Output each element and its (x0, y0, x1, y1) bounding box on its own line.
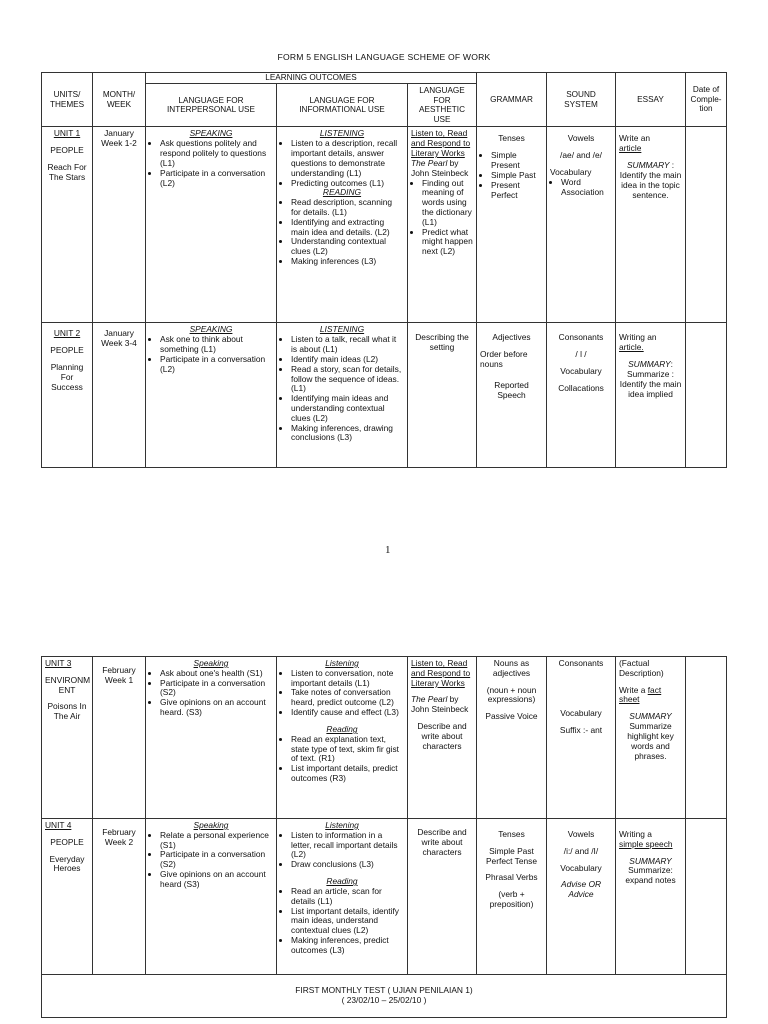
date-cell (686, 657, 727, 819)
interpersonal-cell (146, 323, 277, 468)
table-row (42, 323, 727, 468)
unit-id: UNIT 1 (53, 128, 81, 139)
aesthetic-cell: Describe and write about characters (408, 819, 477, 975)
month-cell: February Week 1 (93, 657, 146, 819)
grammar-cell (477, 127, 547, 323)
list-item: • Making inferences, predict outcomes (L3) (291, 936, 404, 956)
list-item: • Participate in a conversation (L2) (160, 355, 273, 375)
list-item: • Participate in a conversation (S2) (160, 679, 273, 699)
summary-suffix: : (669, 160, 675, 171)
table-row (42, 819, 727, 975)
list-item: • Making inferences (L3) (291, 257, 404, 267)
unit-topic: Everyday Heroes (49, 853, 85, 874)
list-item: • Word Association (561, 178, 612, 198)
grammar-line: (noun + noun expressions) (486, 684, 537, 705)
listening-heading: LISTENING (319, 324, 365, 335)
grammar-title: Adjectives (492, 332, 531, 343)
essay-link: fact sheet (619, 684, 662, 705)
list-item: • Participate in a conversation (S2) (160, 850, 273, 870)
summary-text: Summarize : Identify the main idea implied (619, 368, 682, 399)
reading-heading: READING (322, 187, 362, 198)
aesthetic-cell: Describing the setting (408, 323, 477, 468)
list-item: • Ask about one's health (S1) (160, 669, 273, 679)
essay-prefix: Write an (619, 133, 651, 144)
header-units: UNITS/ THEMES (42, 73, 93, 127)
grammar-line: Phrasal Verbs (485, 872, 538, 883)
reading-heading: Reading (326, 876, 358, 887)
list-item: • Simple Present (491, 151, 543, 171)
list-item: • Simple Past (491, 171, 543, 181)
list-item: • Read an explanation text, state type of text, skim fir gist of text. (R1) (291, 735, 404, 764)
sound-cell (547, 657, 616, 819)
grammar-line: Reported Speech (494, 379, 529, 400)
essay-prefix: Write a (619, 684, 646, 695)
vocabulary-label: Vocabulary (560, 862, 602, 873)
list-item: • Finding out meaning of words using the dictionary (L1) (422, 179, 473, 228)
aesthetic-cell (408, 127, 477, 323)
book-title: The Pearl (411, 157, 448, 168)
list-item: • Read an article, scan for details (L1) (291, 887, 404, 907)
book-title: The Pearl (411, 694, 448, 705)
vocabulary-label: Vocabulary (560, 366, 602, 377)
aesthetic-cell (408, 657, 477, 819)
scheme-table-page-2 (41, 656, 727, 1018)
grammar-title: Tenses (498, 133, 525, 144)
date-cell (686, 819, 727, 975)
header-learning-outcomes: LEARNING OUTCOMES (146, 73, 477, 84)
informational-cell (277, 127, 408, 323)
sound-title: Consonants (558, 332, 604, 343)
list-item: • Draw conclusions (L3) (291, 860, 404, 870)
header-sound: SOUND SYSTEM (547, 73, 616, 127)
essay-link: article (619, 143, 642, 154)
sound-title: Consonants (558, 658, 604, 668)
list-item: • Read description, scanning for details. (L1) (291, 198, 404, 218)
list-item: • Identify main ideas (L2) (291, 355, 404, 365)
list-item: • Understanding contextual clues (L2) (291, 237, 404, 257)
unit-topic: Reach For The Stars (47, 162, 87, 182)
table-row (42, 657, 727, 819)
list-item: • Identifying and extracting main idea and details. (L2) (291, 218, 404, 238)
list-item: • Participate in a conversation (L2) (160, 169, 273, 189)
list-item: • Listen to information in a letter, recall important details (L2) (291, 831, 404, 860)
speaking-heading: SPEAKING (189, 128, 233, 139)
list-item: • Listen to conversation, note important details (L1) (291, 669, 404, 689)
sound-line: /i:/ and /I/ (563, 845, 599, 856)
essay-prefix: Writing an (619, 332, 657, 343)
date-cell (686, 323, 727, 468)
unit-topic: Poisons In The Air (47, 701, 87, 722)
unit-topic: Planning For Success (50, 362, 84, 392)
essay-link: article. (619, 342, 644, 353)
list-item: • Predict what might happen next (L2) (422, 228, 473, 257)
list-item: • Listen to a talk, recall what it is about (L1) (291, 335, 404, 355)
header-month: MONTH/ WEEK (93, 73, 146, 127)
header-date: Date of Comple-tion (686, 73, 727, 127)
aesthetic-text: Describe and write about characters (417, 721, 467, 751)
book-author: by John Steinbeck (411, 157, 469, 178)
sound-title: Vowels (567, 133, 595, 144)
list-item: • List important details, predict outcomes (R3) (291, 764, 404, 784)
informational-cell (277, 657, 408, 819)
vocabulary-label: Vocabulary (550, 167, 592, 178)
list-item: • Ask one to think about something (L1) (160, 335, 273, 355)
summary-label: SUMMARY (629, 855, 672, 866)
unit-cell (42, 323, 93, 468)
sound-line: Advise OR Advice (560, 879, 602, 900)
list-item: • Predicting outcomes (L1) (291, 179, 404, 189)
grammar-cell (477, 819, 547, 975)
grammar-line: Simple Past Perfect Tense (485, 845, 538, 866)
listening-heading: LISTENING (319, 128, 365, 139)
date-cell (686, 127, 727, 323)
list-item: • Give opinions on an account heard (S3) (160, 870, 273, 890)
summary-text: Summarize highlight key words and phrases. (627, 721, 674, 761)
summary-text: Identify the main idea in the topic sentence. (619, 169, 682, 200)
list-item: • Give opinions on an account heard. (S3) (160, 698, 273, 718)
essay-line: (Factual Description) (619, 658, 664, 678)
unit-cell (42, 127, 93, 323)
sound-cell (547, 323, 616, 468)
sound-line: / l / (575, 349, 587, 360)
list-item: • List important details, identify main ideas, understand contextual clues (L2) (291, 907, 404, 936)
listening-heading: Listening (325, 820, 359, 830)
grammar-line: (verb + preposition) (489, 889, 534, 910)
grammar-title: Nouns as adjectives (492, 658, 531, 678)
book-author: by John Steinbeck (411, 694, 469, 715)
list-item: • Relate a personal experience (S1) (160, 831, 273, 851)
month-cell: February Week 2 (93, 819, 146, 975)
unit-theme: ENVIRONM ENT (45, 674, 91, 695)
header-grammar: GRAMMAR (477, 73, 547, 127)
essay-cell (616, 323, 686, 468)
sound-line: Suffix :- ant (559, 724, 603, 735)
test-title: FIRST MONTHLY TEST ( UJIAN PENILAIAN 1) (295, 985, 473, 996)
list-item: • Identifying main ideas and understanding contextual clues (L2) (291, 394, 404, 423)
unit-cell (42, 657, 93, 819)
essay-cell (616, 127, 686, 323)
literary-works-link: Listen to, Read and Respond to Literary Works (411, 128, 471, 159)
essay-cell (616, 657, 686, 819)
speaking-heading: SPEAKING (189, 324, 233, 335)
essay-cell (616, 819, 686, 975)
informational-cell (277, 819, 408, 975)
grammar-cell (477, 657, 547, 819)
sound-title: Vowels (567, 829, 595, 839)
header-aesthetic: LANGUAGE FOR AESTHETIC USE (408, 84, 477, 127)
list-item: • Ask questions politely and respond politely to questions (L1) (160, 139, 273, 168)
unit-theme: PEOPLE (50, 836, 84, 847)
scheme-table-page-1 (41, 72, 727, 468)
speaking-heading: Speaking (193, 820, 229, 830)
summary-text: Summarize: expand notes (625, 865, 676, 886)
unit-id: UNIT 2 (53, 328, 81, 339)
grammar-line: Order before nouns (480, 349, 528, 370)
header-interpersonal: LANGUAGE FOR INTERPERSONAL USE (146, 84, 277, 127)
unit-cell (42, 819, 93, 975)
informational-cell (277, 323, 408, 468)
unit-id: UNIT 3 (45, 658, 72, 668)
document-title: FORM 5 ENGLISH LANGUAGE SCHEME OF WORK (277, 52, 491, 62)
interpersonal-cell (146, 657, 277, 819)
header-essay: ESSAY (616, 73, 686, 127)
interpersonal-cell (146, 127, 277, 323)
sound-cell (547, 127, 616, 323)
test-dates: ( 23/02/10 – 25/02/10 ) (341, 995, 427, 1005)
unit-id: UNIT 4 (45, 820, 72, 830)
list-item: • Listen to a description, recall important details, answer questions to demonstrate understanding (L1) (291, 139, 404, 178)
list-item: • Take notes of conversation heard, predict outcome (L2) (291, 688, 404, 708)
table-row (42, 127, 727, 323)
sound-cell (547, 819, 616, 975)
speaking-heading: Speaking (193, 658, 229, 668)
summary-label: SUMMARY (626, 160, 670, 171)
reading-heading: Reading (326, 723, 358, 734)
unit-theme: PEOPLE (50, 145, 84, 156)
literary-works-link: Listen to, Read and Respond to Literary Works (411, 658, 471, 688)
list-item: • Read a story, scan for details, follow the sequence of ideas. (L1) (291, 365, 404, 394)
summary-suffix: : (670, 359, 673, 370)
unit-theme: PEOPLE (50, 345, 84, 356)
sound-line: /ae/ and /e/ (560, 150, 602, 161)
table-row (42, 975, 727, 1018)
page-number: 1 (385, 544, 391, 556)
summary-label: SUMMARY (629, 711, 672, 722)
month-cell: January Week 1-2 (93, 127, 146, 323)
sound-line: Collacations (558, 382, 604, 393)
vocabulary-label: Vocabulary (560, 707, 602, 718)
interpersonal-cell (146, 819, 277, 975)
grammar-cell (477, 323, 547, 468)
summary-label: SUMMARY (628, 359, 671, 370)
grammar-line: Passive Voice (485, 711, 538, 722)
list-item: • Present Perfect (491, 181, 543, 201)
monthly-test-cell (42, 975, 727, 1018)
header-informational: LANGUAGE FOR INFORMATIONAL USE (277, 84, 408, 127)
listening-heading: Listening (325, 658, 359, 668)
list-item: • Identify cause and effect (L3) (291, 708, 404, 718)
grammar-title: Tenses (498, 829, 525, 839)
list-item: • Making inferences, drawing conclusions (L3) (291, 424, 404, 444)
essay-prefix: Writing a (619, 829, 652, 839)
month-cell: January Week 3-4 (93, 323, 146, 468)
essay-link: simple speech (619, 838, 673, 849)
